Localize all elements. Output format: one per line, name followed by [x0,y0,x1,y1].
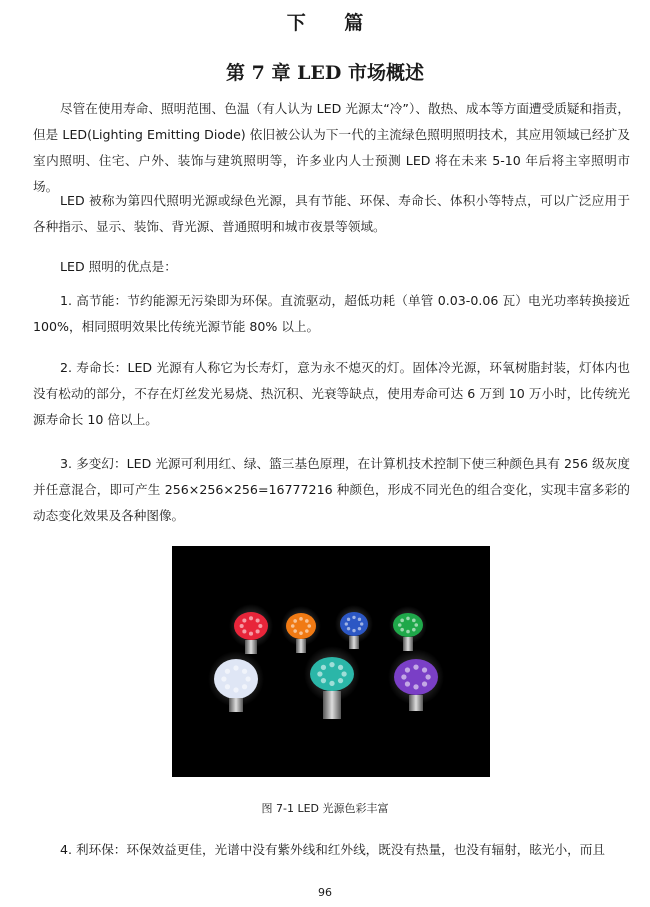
led-chip-dot [249,616,253,620]
led-chip-dot [358,618,361,621]
led-chip-dot [338,665,343,670]
led-chip-dot [245,676,250,681]
figure-caption: 图 7-1 LED 光源色彩丰富 [261,802,389,815]
led-chip-dot [401,674,406,679]
paragraph-advantages-heading: LED 照明的优点是： [60,259,177,274]
led-chip-dot [425,674,430,679]
paragraph-energy-saving: 1. 高节能：节约能源无污染即为环保。直流驱动，超低功耗（单管 0.03-0.06 瓦）电光功率转换接近 100%，相同照明效果比传统光源节能 80% 以上。 [33,293,630,334]
led-chip-dot [329,662,334,667]
led-chip-dot [400,619,404,623]
led-chip-dot [360,622,363,625]
led-chip-dot [256,619,260,623]
led-chip-dot [258,624,262,628]
led-chip-dot [299,631,303,635]
paragraph-fourth-generation: LED 被称为第四代照明光源或绿色光源，具有节能、环保、寿命长、体积小等特点，可以广泛应用于各种指示、显示、装饰、背光源、普通照明和城市夜景等领域。 [33,193,630,234]
led-chip-dot [338,678,343,683]
led-chip-dot [413,664,418,669]
led-chip-dot [321,665,326,670]
led-chip-dot [400,628,404,632]
led-chip-dot [413,684,418,689]
led-chip-dot [422,681,427,686]
led-chip-dot [358,627,361,630]
led-chip-dot [256,629,260,633]
led-chip-dot [414,623,418,627]
led-chip-dot [412,628,416,632]
part-title: 下 篇 [286,12,380,34]
led-chip-dot [291,624,295,628]
led-chip-dot [307,624,311,628]
led-chip-dot [405,681,410,686]
led-chip-dot [293,619,297,623]
led-chip-dot [329,681,334,686]
led-chip-dot [341,671,346,676]
led-chip-dot [347,627,350,630]
led-chip-dot [242,669,247,674]
led-chip-dot [305,629,309,633]
paragraph-environmental: 4. 利环保：环保效益更佳，光谱中没有紫外线和红外线，既没有热量，也没有辐射，眩光小，而且 [60,842,605,857]
page-number: 96 [318,886,332,899]
led-chip-dot [321,678,326,683]
led-chip-dot [240,624,244,628]
led-chip-dot [233,687,238,692]
led-chip-dot [352,616,355,619]
led-chip-dot [299,617,303,621]
paragraph-intro: 尽管在使用寿命、照明范围、色温（有人认为 LED 光源太“冷”）、散热、成本等方面遭受质疑和指责，但是 LED(Lighting Emitting Diode) 依旧被公认为下一代的主流绿色照明照明技术，其应用领域已经扩及室内照明、住宅、户外、装饰与建筑照明等，许多业内人士预测 LED 将在未来 5-10 年后将主宰照明市场。 [33,101,630,194]
led-chip-dot [233,665,238,670]
led-chip-dot [242,619,246,623]
led-bulbs-photo [172,546,490,777]
led-chip-dot [398,623,402,627]
paragraph-long-life: 2. 寿命长：LED 光源有人称它为长寿灯，意为永不熄灭的灯。固体冷光源，环氧树脂封装，灯体内也没有松动的部分，不存在灯丝发光易烧、热沉积、光衰等缺点，使用寿命可达 6 万到 10 万小时，比传统光源寿命长 10 倍以上。 [33,360,630,427]
led-chip-dot [225,684,230,689]
led-bulbs-illustration [172,546,490,777]
led-chip-dot [345,622,348,625]
chapter-title: 第 7 章 LED 市场概述 [226,62,424,84]
led-chip-dot [225,669,230,674]
led-chip-dot [405,667,410,672]
paragraph-color-variation: 3. 多变幻：LED 光源可利用红、绿、篮三基色原理，在计算机技术控制下使三种颜色具有 256 级灰度并任意混合，即可产生 256×256×256=16777216 种颜色，形成不同光色的组合变化，实现丰富多彩的动态变化效果及各种图像。 [33,456,630,523]
led-chip-dot [221,676,226,681]
led-chip-dot [406,617,410,621]
led-chip-dot [305,619,309,623]
led-chip-dot [317,671,322,676]
led-chip-dot [406,630,410,634]
led-chip-dot [352,629,355,632]
led-chip-dot [293,629,297,633]
led-chip-dot [412,619,416,623]
led-chip-dot [347,618,350,621]
led-chip-dot [422,667,427,672]
led-chip-dot [242,629,246,633]
led-chip-dot [242,684,247,689]
led-chip-dot [249,632,253,636]
